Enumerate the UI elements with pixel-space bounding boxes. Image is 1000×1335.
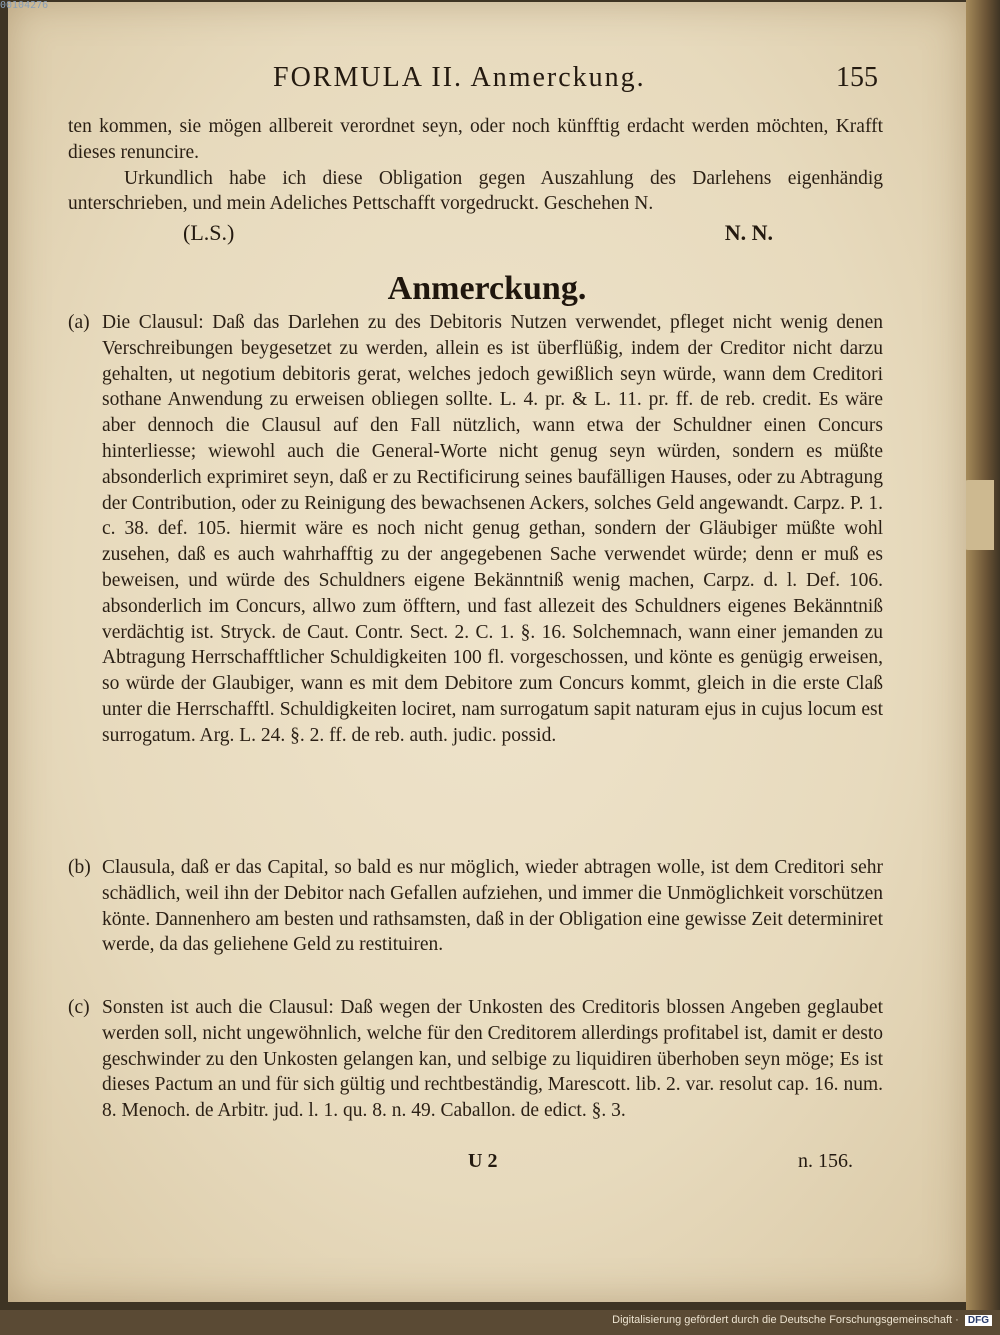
book-page [8,2,966,1302]
note-body: Clausula, daß er das Capital, so bald es nur möglich, wieder abtragen wolle, ist dem Creditori sehr schädlich, weil ihn der Debitor nach Gefallen aufziehen, und immer die Unmöglichkeit vorschützen könte. Dannenhero am besten und rathsamsten, daß in der Obligation eine gewisse Zeit determiniret werde, da das geliehene Geld zu restituiren. [102,857,883,956]
note-b [68,855,883,958]
note-label: (a) [68,312,90,333]
note-label: (b) [68,857,91,878]
note-c [68,995,883,1124]
formula-line-1: ten kommen, sie mögen allbereit verordnet seyn, oder noch künfftig erdacht werden möchten, Krafft dieses renuncire. [68,116,883,163]
formula-closing-text [68,114,883,217]
catchword: n. 156. [798,1150,853,1172]
page-header [68,62,878,102]
credit-text: Digitalisierung gefördert durch die Deutsche Forschungsgemeinschaft · [612,1314,959,1326]
gathering-signature: U 2 [468,1150,498,1172]
note-label: (c) [68,997,90,1018]
locus-sigilli: (L.S.) [183,220,235,245]
page-footer [68,1150,883,1180]
digitization-credit [612,1314,992,1326]
formula-line-2: Urkundlich habe ich diese Obligation gegen Auszahlung des Darlehens eigenhändig unterschrieben, und mein Adeliches Pettschafft vorgedruckt. Geschehen N. [68,167,883,215]
dfg-logo: DFG [965,1315,992,1326]
note-body: Sonsten ist auch die Clausul: Daß wegen der Unkosten des Creditoris blossen Angeben geglaubet werden soll, nicht ungewöhnlich, welche für den Creditorem allerdings profitabel ist, damit er desto geschwinder zu den Unkosten gelangen kan, und selbige zu liquidiren überhoben seyn möge; Es ist dieses Pactum an und für sich gültig und rechtbeständig, Marescott. lib. 2. var. resolut cap. 16. num. 8. Menoch. de Arbitr. jud. l. 1. qu. 8. n. 49. Caballon. de edict. §. 3. [102,997,883,1122]
book-page-edge [966,0,1000,1310]
library-id: 00104276 [0,0,49,11]
running-head: FORMULA II. Anmerckung. [273,62,646,93]
page-tab-mark [964,480,994,550]
section-heading: Anmerckung. [387,270,587,307]
note-body: Die Clausul: Daß das Darlehen zu des Debitoris Nutzen verwendet, pfleget nicht wenig denen Verschreibungen beygesetzet zu werden, allein es ist überflüßig, indem der Creditor nicht darzu gehalten, ut negotium debitoris gerat, welches jedoch gewißlich seyn würde, wann dem Creditori sothane Anwendung zu erweisen obliegen sollte. L. 4. pr. & L. 11. pr. ff. de reb. credit. Es wäre aber dennoch die Clausul auf den Fall nützlich, wann etwa der Schuldner einen Concurs hinterliesse; wiewohl auch die General-Worte nicht genug seyn würden, sondern es müßte absonderlich exprimiret seyn, daß er zu Rectificirung seines baufälligen Hauses, oder zu Abtragung der Contribution, oder zu Reinigung des bewachsenen Ackers, solches Geld angewandt. Carpz. P. 1. c. 38. def. 105. hiermit wäre es noch nicht genug gethan, sondern der Gläubiger müßte wohl zusehen, daß es auch wahrhafftig zu der angegebenen Sache verwendet würde; denn er muß es beweisen, und würde des Schuldners eigene Bekänntniß wenig machen, Carpz. d. l. Def. 106. absonderlich im Concurs, allwo zum öfftern, und fast allezeit des Schuldners eigenes Bekänntniß verdächtig ist. Stryck. de Caut. Contr. Sect. 2. C. 1. §. 16. Solchemnach, wann einer jemanden zu Abtragung Herrschafftlicher Schuldigkeiten 100 fl. vorgeschossen, und könte es genügig erweisen, so würde der Glaubiger, wann es mit dem Debitore zum Concurs kommt, gleich in die erste Claß unter die Herrschafftl. Schuldigkeiten lociret, nam surrogatum sapit naturam ejus in cujus locum est surrogatum. Arg. L. 24. §. 2. ff. de reb. auth. judic. possid. [102,312,883,746]
note-a [68,310,883,749]
seal-line [183,220,773,252]
signatory-placeholder: N. N. [724,220,773,245]
page-number: 155 [836,62,878,93]
